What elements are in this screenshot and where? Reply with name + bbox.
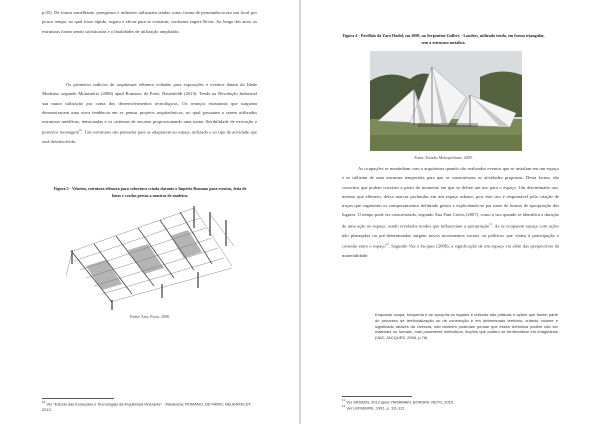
figure-3-caption: Figura 3 - Velarios, estrutura efêmera para cobertura criada durante o Império Romano para eventos, feita de lonas e cordas presas a mastros de madeira. — [53, 186, 247, 198]
footnote-12: $^{12}$ Ver LEFEBVRE, 1991, p. 111-112. — [342, 404, 406, 411]
footnote-divider — [42, 398, 114, 399]
left-paragraph-1: p.05). De forma semelhante, peregrinos e militares utilizaram tendas como forma de permanência em um local por pouco tempo, no qual fosse rápido, seguro e eficaz para se construir, conforme sugere Rivas. Ao longo dos anos, as estruturas foram sendo sofisticadas e a finalidades de utilização ampliadas. — [42, 10, 257, 34]
block-quote: Enquanto ocupa, frequenta e se apropria do lugares e culturas são práticas e ações que fazem parte do processo de territorialização ou de construção e em determinado território, criando volume e significado através da vivência, não também poderiam pensar que esses territórios podem não ser materiais ou formais, mas puramente simbólicos, ficções que podem se territorializar em imaginários (VAZ; JACQUES, 2006, p.76) — [375, 312, 558, 341]
footnote-divider — [342, 396, 412, 397]
figure-4-source: Fonte: Estúdio Metropolitano, 2009. — [414, 155, 473, 160]
footnote-10: $^{10}$ Ver "Estudo das Evoluções e Tecnologias da Arquitetura Itinerante" - Maxienzia; ROMANO; DE PARIS; NEUENFELDT, 2013. — [42, 400, 252, 412]
right-paragraph-1: As ocupações se mantinham com a arquitetura quando são realizados eventos que se instalam em um espaço e se utilizam de uma estrutura temporária para que se construíssem as atividades propostas. Desta forma, são conceitos que podem coexistir a partir do momento em que se define um uso para o espaço. Um determinado uso, mesmo que efêmero, deixa marcas profundas em um espaço urbano, pois este uso é responsável pela criação de traços que organizam os comportamentos definindo gestos e explicitando-se por meio de formas de apropriação dos lugares. O tempo pode ser caracterizado, segundo Ana Fani Carlos (2007), como o uso quando se identifica a duração de uma ação no espaço, sendo revelados modos que influenciam a apropriação$^{11}$. As se ocuparem espaço com ações não planejadas ou pré-determinadas surgem novos movimentos sociais ou políticos que visam à participação e conexão entre o espaço$^{12}$. Segundo Vaz e Jacques (2006), a significação de um espaço vai além das perspectivas da materialidade: — [342, 166, 559, 258]
right-page — [301, 0, 600, 424]
figure-3-source: Fonte: Ariz; Porto, 2008. — [130, 314, 170, 319]
footnote-ref-10: 10 — [79, 128, 83, 133]
footnote-ref-12: 12 — [385, 241, 389, 246]
left-page — [0, 0, 299, 424]
footnote-11: $^{11}$ Ver SASSEN, 2013 apud YAMAWAKI; BORDINI; NETO, 2015. — [342, 398, 455, 405]
left-paragraph-2: Os primeiros indícios de arquitetura efêmera voltadas para exposições e eventos datam da Idade Moderna, segundo Monastério (2006) apud Romano; de Paris; Neuenfeldt (2013). Tendo na Revolução Industrial sua maior utilização por conta dos desenvolvimentos tecnológicos. Os avanços estruturais que surgiram demonstravam uma nova tendência em se pensar projetos arquitetônicos, no qual passaram a serem utilizados estruturas metálicas, tensionadas e os sistemas de encaixe proporcionando uma maior flexibilidade de execução e posterior montagem$^{10}$. Tais estruturas são pensadas para se adaptarem ao espaço utilizado e ao tipo de atividade que será desenvolvida. — [42, 82, 257, 145]
serpentine-pavilion-photo — [370, 51, 522, 151]
figure-4-caption: Figura 4 - Pavilhão da Zara Hadid, em 2000, na Serpentine Gallery - Londres, utilizado tenda, em forma triangular, sem a estrutura metálica. — [342, 33, 545, 45]
velarium-illustration — [66, 206, 238, 310]
footnote-ref-11: 11 — [489, 221, 493, 226]
